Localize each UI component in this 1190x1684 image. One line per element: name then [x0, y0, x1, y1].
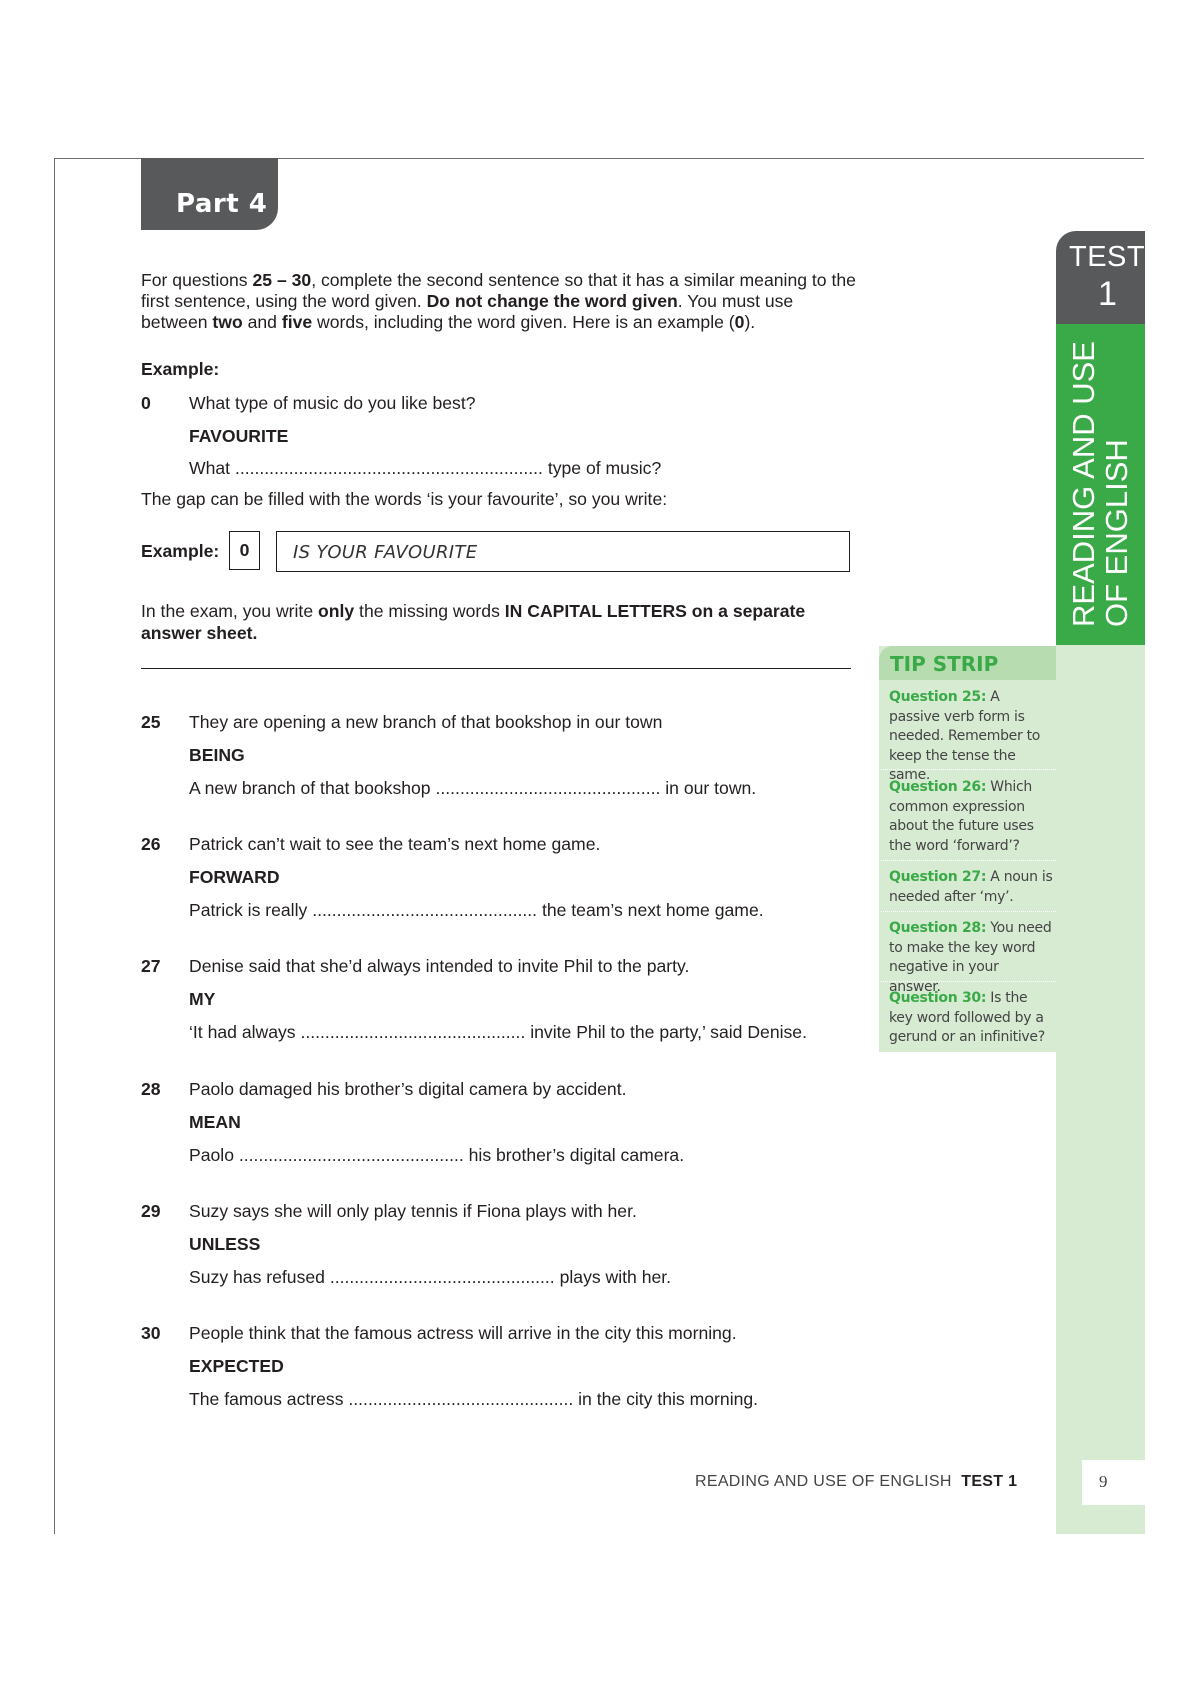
question-sentence: People think that the famous actress will arrive in the city this morning.: [189, 1323, 737, 1343]
question-number: 30: [141, 1323, 161, 1343]
tip-item: [889, 919, 1053, 997]
example-gapped-sentence: [189, 458, 661, 479]
page-number-box: [1082, 1460, 1145, 1505]
tip-text: Is the key word followed by a gerund or an infinitive?: [889, 990, 1045, 1045]
tip-item: [889, 989, 1053, 1048]
intro-bold: 0: [734, 312, 745, 332]
example-sentence: What type of music do you like best?: [189, 393, 476, 413]
tip-separator: [881, 981, 1056, 982]
side-tab-section: [1056, 324, 1145, 645]
gap-start: The famous actress: [189, 1389, 344, 1409]
footer-test: TEST 1: [961, 1473, 1018, 1490]
gap-end: his brother’s digital camera.: [468, 1145, 685, 1165]
intro-bold: 25 – 30: [252, 270, 312, 290]
question-sentence: Paolo damaged his brother’s digital camera by accident.: [189, 1079, 627, 1099]
question-gapped-sentence: [189, 1267, 671, 1288]
tip-label: Question 30:: [889, 990, 987, 1006]
question-number: 28: [141, 1079, 161, 1099]
question-number: 25: [141, 712, 161, 732]
left-rule: [54, 158, 55, 1534]
example-answer-box: [276, 531, 850, 572]
gap-end: in our town.: [665, 778, 757, 798]
question-sentence: Suzy says she will only play tennis if Fiona plays with her.: [189, 1201, 637, 1221]
tip-text: A noun is needed after ‘my’.: [889, 869, 1053, 905]
intro-text: and: [242, 312, 282, 332]
gap-start: Paolo: [189, 1145, 234, 1165]
side-tab-pale: [1056, 645, 1145, 1534]
side-section-title: [1067, 341, 1133, 627]
tip-label: Question 28:: [889, 920, 987, 936]
question-sentence: They are opening a new branch of that bookshop in our town: [189, 712, 663, 732]
question-key-word: FORWARD: [189, 867, 280, 887]
instruction-text: the missing words: [354, 601, 505, 621]
instruction-text: In the exam, you write: [141, 601, 318, 621]
tip-text: A passive verb form is needed. Remember to keep the tense the same.: [889, 689, 1041, 783]
gap-end: type of music?: [547, 458, 662, 478]
gap-dots: ..............................................: [329, 1267, 555, 1287]
side-section-line1: READING AND USE: [1066, 341, 1101, 627]
question-number: 29: [141, 1201, 161, 1221]
intro-bold: five: [281, 312, 313, 332]
example-explanation: The gap can be filled with the words ‘is your favourite’, so you write:: [141, 489, 668, 509]
intro-paragraph: [141, 270, 861, 333]
tip-label: Question 27:: [889, 869, 987, 885]
gap-dots: ..............................................: [348, 1389, 574, 1409]
tip-separator: [881, 911, 1056, 912]
gap-end: the team’s next home game.: [541, 900, 764, 920]
tip-label: Question 25:: [889, 689, 987, 705]
page-footer: [695, 1473, 1017, 1491]
example-box-label: Example:: [141, 541, 220, 561]
question-gapped-sentence: [189, 1389, 758, 1410]
gap-end: plays with her.: [559, 1267, 672, 1287]
intro-bold: two: [212, 312, 243, 332]
tip-strip-title: TIP STRIP: [890, 652, 999, 676]
section-divider: [141, 668, 851, 669]
tip-strip-header: [879, 646, 1056, 680]
question-key-word: EXPECTED: [189, 1356, 284, 1376]
question-number: 27: [141, 956, 161, 976]
gap-end: in the city this morning.: [578, 1389, 759, 1409]
intro-text: ).: [744, 312, 756, 332]
question-gapped-sentence: [189, 900, 764, 921]
tip-item: [889, 778, 1053, 856]
intro-text: words, including the word given. Here is an example (: [312, 312, 735, 332]
intro-text: For questions: [141, 270, 253, 290]
footer-section: READING AND USE OF ENGLISH: [695, 1473, 952, 1490]
gap-start: ‘It had always: [189, 1022, 296, 1042]
intro-text: . You must use between: [141, 291, 794, 332]
question-gapped-sentence: [189, 1145, 684, 1166]
example-number-box: 0: [229, 531, 260, 570]
part-label: Part 4: [176, 189, 268, 219]
exam-instruction: [141, 600, 861, 644]
gap-dots: ...............................................................: [234, 458, 543, 478]
example-number: 0: [141, 393, 151, 413]
gap-dots: ..............................................: [238, 1145, 464, 1165]
gap-start: Patrick is really: [189, 900, 308, 920]
gap-end: invite Phil to the party,’ said Denise.: [530, 1022, 807, 1042]
instruction-bold: only: [318, 601, 355, 621]
question-key-word: UNLESS: [189, 1234, 261, 1254]
question-key-word: BEING: [189, 745, 245, 765]
question-gapped-sentence: [189, 778, 756, 799]
gap-start: A new branch of that bookshop: [189, 778, 431, 798]
side-section-line2: OF ENGLISH: [1099, 439, 1134, 627]
intro-text: , complete the second sentence so that it has a similar meaning to the first sentence, using the word given.: [141, 270, 856, 311]
tip-text: Which common expression about the future uses the word ‘forward’?: [889, 779, 1034, 854]
question-number: 26: [141, 834, 161, 854]
instruction-bold: IN CAPITAL LETTERS on a separate answer sheet.: [141, 601, 806, 643]
gap-start: Suzy has refused: [189, 1267, 325, 1287]
part-tab: [141, 158, 278, 230]
tip-label: Question 26:: [889, 779, 987, 795]
gap-dots: ..............................................: [435, 778, 661, 798]
example-heading: Example:: [141, 359, 220, 379]
tip-item: [889, 688, 1053, 786]
question-key-word: MEAN: [189, 1112, 241, 1132]
question-sentence: Denise said that she’d always intended to invite Phil to the party.: [189, 956, 690, 976]
side-test-number: 1: [1098, 275, 1117, 313]
gap-start: What: [189, 458, 231, 478]
gap-dots: ..............................................: [312, 900, 538, 920]
question-gapped-sentence: [189, 1022, 807, 1043]
tip-separator: [881, 769, 1056, 770]
tip-item: [889, 868, 1053, 907]
tip-text: You need to make the key word negative in your answer.: [889, 920, 1052, 995]
question-sentence: Patrick can’t wait to see the team’s next home game.: [189, 834, 601, 854]
tip-separator: [881, 860, 1056, 861]
intro-bold: Do not change the word given: [426, 291, 678, 311]
page-number: 9: [1099, 1472, 1108, 1491]
example-answer: IS YOUR FAVOURITE: [293, 542, 478, 563]
side-test-label: TEST: [1069, 241, 1146, 273]
example-key-word: FAVOURITE: [189, 426, 289, 446]
gap-dots: ..............................................: [300, 1022, 526, 1042]
side-tab-test: [1056, 231, 1145, 324]
question-key-word: MY: [189, 989, 216, 1009]
